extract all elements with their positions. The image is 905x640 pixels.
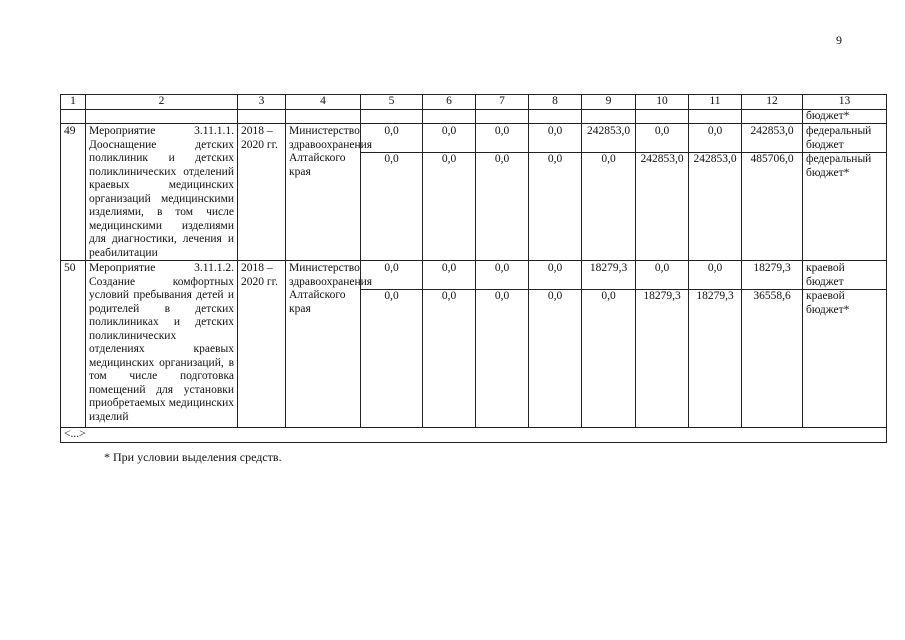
value-cell: 0,0 [476,261,529,290]
table-row [61,124,887,153]
row-number: 50 [61,261,86,428]
table-row [61,261,887,290]
measure-name: Мероприятие 3.11.1.2. Создание комфортных условий пребывания детей и родителей в детских поликлиниках и детских поликлинических отделениях краевых медицинских организаций, в том числе подготовка помещений для установки приобретаемых медицинских изделий [86,261,238,428]
value-cell: 0,0 [361,290,423,428]
header-cell: 8 [529,95,582,110]
value-cell: 0,0 [582,290,636,428]
value-cell: 0,0 [361,124,423,153]
header-cell: 13 [803,95,887,110]
header-cell: 5 [361,95,423,110]
source-cell: краевой бюджет* [803,290,887,428]
executor: Министерство здравоохранения Алтайского края [286,124,361,261]
value-cell: 0,0 [476,153,529,261]
value-cell: 0,0 [361,153,423,261]
header-cell: 12 [742,95,803,110]
source-cell: федеральный бюджет [803,124,887,153]
value-cell: 0,0 [476,124,529,153]
header-cell: 1 [61,95,86,110]
source-cell: федеральный бюджет* [803,153,887,261]
continuation-row [61,109,887,124]
ellipsis-cell: <...> [61,428,887,443]
row-number: 49 [61,124,86,261]
value-cell: 0,0 [636,261,689,290]
page-number: 9 [836,33,842,47]
value-cell: 36558,6 [742,290,803,428]
value-cell: 0,0 [423,290,476,428]
period: 2018 – 2020 гг. [238,261,286,428]
header-cell: 3 [238,95,286,110]
value-cell: 0,0 [423,124,476,153]
header-row [61,95,887,110]
value-cell: 0,0 [423,261,476,290]
ellipsis-row [61,428,887,443]
value-cell: 0,0 [476,290,529,428]
header-cell: 4 [286,95,361,110]
source-cell: бюджет* [803,109,887,124]
value-cell: 242853,0 [582,124,636,153]
value-cell: 18279,3 [636,290,689,428]
header-cell: 7 [476,95,529,110]
footnote: * При условии выделения средств. [104,450,282,464]
value-cell: 242853,0 [636,153,689,261]
value-cell: 0,0 [423,153,476,261]
budget-table [60,94,887,443]
value-cell: 0,0 [361,261,423,290]
value-cell: 0,0 [529,124,582,153]
value-cell: 0,0 [529,153,582,261]
source-cell: краевой бюджет [803,261,887,290]
value-cell: 242853,0 [742,124,803,153]
value-cell: 0,0 [529,290,582,428]
value-cell: 0,0 [636,124,689,153]
value-cell: 18279,3 [582,261,636,290]
value-cell: 0,0 [582,153,636,261]
value-cell: 242853,0 [689,153,742,261]
value-cell: 0,0 [529,261,582,290]
header-cell: 9 [582,95,636,110]
measure-name: Мероприятие 3.11.1.1. Дооснащение детских поликлиник и детских поликлинических отделений краевых медицинских организаций медицинскими изделиями, в том числе медицинскими изделиями для диагностики, лечения и реабилитации [86,124,238,261]
header-cell: 2 [86,95,238,110]
header-cell: 6 [423,95,476,110]
period: 2018 – 2020 гг. [238,124,286,261]
header-cell: 10 [636,95,689,110]
header-cell: 11 [689,95,742,110]
value-cell: 0,0 [689,124,742,153]
value-cell: 18279,3 [689,290,742,428]
value-cell: 485706,0 [742,153,803,261]
value-cell: 0,0 [689,261,742,290]
executor: Министерство здравоохранения Алтайского края [286,261,361,428]
value-cell: 18279,3 [742,261,803,290]
